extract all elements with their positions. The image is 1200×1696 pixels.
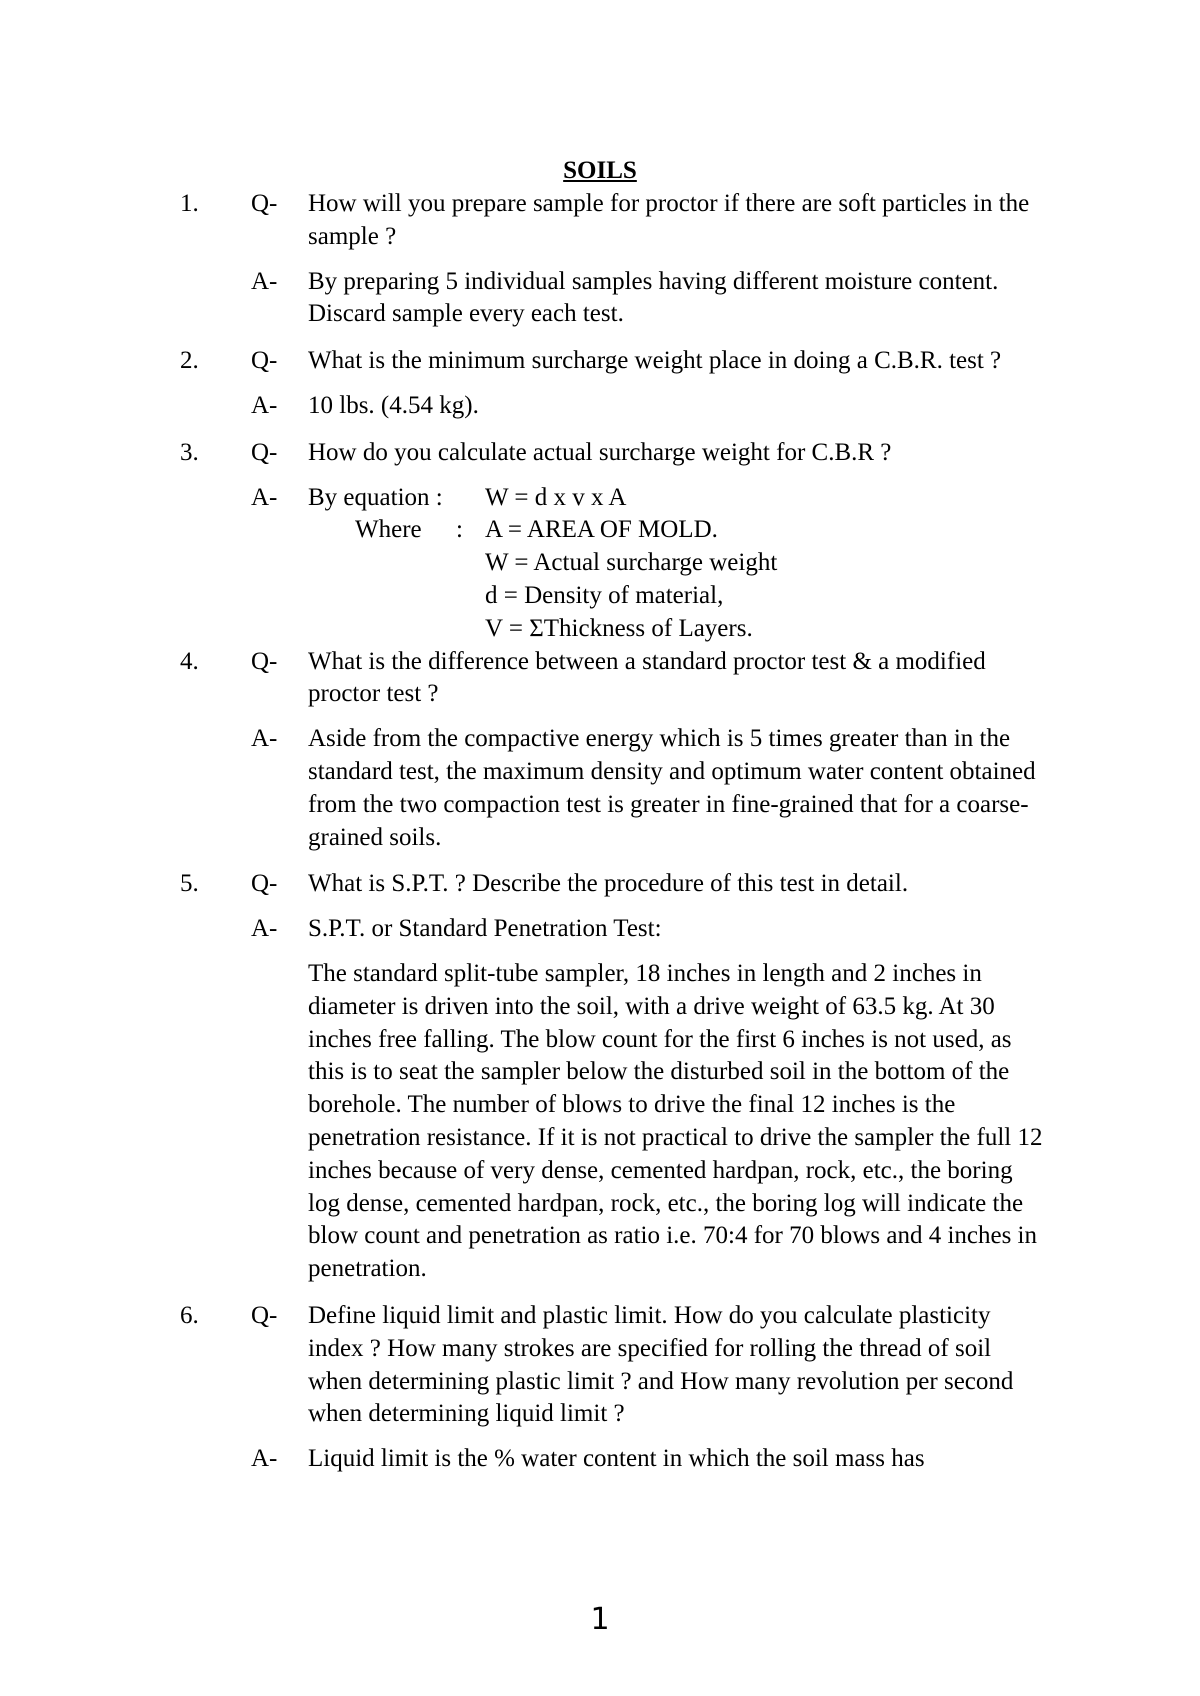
answer-text: Aside from the compactive energy which is 5 times greater than in the standard test, the maximum density and optimum water content obtained from the two compaction test is greater in fine-grained that for a coarse-grained soils.	[308, 725, 1036, 851]
qa-question-5	[0, 868, 1200, 901]
answer-label: A-	[251, 1445, 278, 1473]
qa-answer-6	[0, 1443, 1200, 1476]
question-label: Q-	[251, 438, 278, 466]
question-text: What is the minimum surcharge weight place in doing a C.B.R. test ?	[308, 347, 1002, 375]
answer-text: By preparing 5 individual samples having different moisture content. Discard sample every each test.	[308, 267, 999, 328]
item-number: 5.	[180, 870, 199, 898]
qa-answer-5	[0, 913, 1200, 946]
qa-question-3	[0, 437, 1200, 470]
item-number: 6.	[180, 1301, 199, 1329]
question-text: Define liquid limit and plastic limit. How do you calculate plasticity index ? How many strokes are specified for rolling the thread of soil when determining plastic limit ? and How many revolution per second when determining liquid limit ?	[308, 1301, 1014, 1428]
definition-weight: W = Actual surcharge weight	[485, 549, 778, 577]
equation: W = d x v x A	[485, 483, 627, 511]
equation-intro: By equation :	[308, 483, 443, 511]
item-number: 4.	[180, 647, 199, 675]
question-text: How will you prepare sample for proctor if there are soft particles in the sample ?	[308, 190, 1030, 250]
answer-text: Liquid limit is the % water content in which the soil mass has	[308, 1445, 925, 1473]
qa-answer-5-paragraph	[0, 958, 1200, 1286]
question-label: Q-	[251, 190, 278, 217]
question-text: What is S.P.T. ? Describe the procedure of this test in detail.	[308, 870, 909, 898]
item-number: 1.	[180, 190, 199, 217]
answer-label: A-	[251, 915, 278, 943]
answer-label: A-	[251, 391, 278, 419]
qa-list	[0, 188, 1200, 1476]
item-number: 3.	[180, 438, 199, 466]
answer-text: S.P.T. or Standard Penetration Test:	[308, 915, 662, 943]
definition-area: A = AREA OF MOLD.	[485, 516, 718, 544]
item-number: 2.	[180, 347, 199, 375]
answer-label: A-	[251, 483, 278, 511]
equation-block	[308, 482, 1048, 646]
answer-paragraph: The standard split-tube sampler, 18 inches in length and 2 inches in diameter is driven into the soil, with a drive weight of 63.5 kg. At 30 inches free falling. The blow count for the first 6 inches is not used, as this is to seat the sampler below the disturbed soil in the bottom of the borehole. The number of blows to drive the final 12 inches is the penetration resistance. If it is not practical to drive the sampler the full 12 inches because of very dense, cemented hardpan, rock, etc., the boring log dense, cemented hardpan, rock, etc., the boring log will indicate the blow count and penetration as ratio i.e. 70:4 for 70 blows and 4 inches in penetration.	[308, 959, 1043, 1283]
question-text: What is the difference between a standard proctor test & a modified proctor test ?	[308, 647, 986, 708]
qa-question-4	[0, 646, 1200, 712]
question-label: Q-	[251, 347, 278, 375]
question-label: Q-	[251, 1301, 278, 1329]
where-label: Where	[355, 516, 422, 544]
qa-answer-4	[0, 723, 1200, 854]
page-number: 1	[590, 1602, 610, 1637]
answer-label: A-	[251, 725, 278, 753]
answer-text: 10 lbs. (4.54 kg).	[308, 391, 479, 419]
qa-question-2	[0, 345, 1200, 378]
qa-answer-1	[0, 266, 1200, 332]
qa-question-6	[0, 1300, 1200, 1431]
definition-density: d = Density of material,	[485, 581, 724, 609]
qa-question-1	[0, 188, 1200, 254]
question-label: Q-	[251, 647, 278, 675]
qa-answer-3	[0, 482, 1200, 646]
qa-answer-2	[0, 390, 1200, 423]
definition-volume: V = ΣThickness of Layers.	[485, 614, 753, 642]
question-label: Q-	[251, 870, 278, 898]
page-title: SOILS	[563, 157, 637, 184]
question-text: How do you calculate actual surcharge weight for C.B.R ?	[308, 438, 892, 466]
answer-label: A-	[251, 267, 278, 295]
where-colon: :	[456, 516, 463, 544]
